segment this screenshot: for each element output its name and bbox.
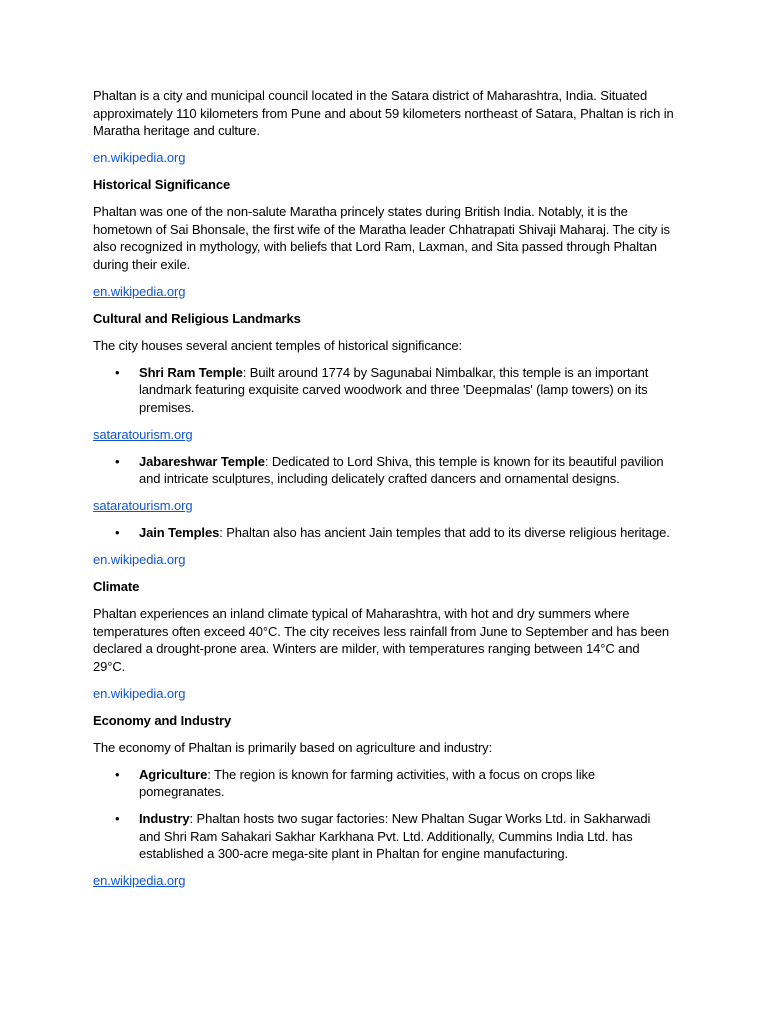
source-link-paragraph — [93, 426, 675, 444]
section-heading-history: Historical Significance — [93, 177, 231, 192]
source-link[interactable]: en.wikipedia.org — [93, 552, 186, 567]
list-item — [93, 453, 675, 488]
source-link-paragraph — [93, 497, 675, 515]
source-link-paragraph — [93, 283, 675, 301]
list-item-term: Jain Temples — [139, 525, 220, 540]
list-item-text: : Built around 1774 by Sagunabai Nimbalkar, this temple is an important landmark featuring exquisite carved woodwork and three 'Deepmalas' (lamp towers) on its premises. — [139, 364, 649, 415]
list-item — [93, 810, 675, 863]
bullet-list — [93, 766, 675, 863]
source-link-paragraph — [93, 551, 675, 569]
section-heading-landmarks: Cultural and Religious Landmarks — [93, 310, 301, 326]
bullet-list — [93, 364, 675, 417]
source-link[interactable]: en.wikipedia.org — [93, 150, 186, 165]
list-item-term: Industry — [139, 811, 190, 826]
bullet-icon: • — [115, 525, 120, 540]
source-link[interactable]: en.wikipedia.org — [93, 685, 186, 701]
economy-intro-paragraph: The economy of Phaltan is primarily based on agriculture and industry: — [93, 739, 493, 755]
bullet-icon: • — [115, 811, 120, 826]
list-item-text: : Phaltan hosts two sugar factories: New Phaltan Sugar Works Ltd. in Sakharwadi and Shri Ram Sahakari Sakhar Karkhana Pvt. Ltd. Additionally, Cummins India Ltd. has established a 300-acre mega-site plant in Phaltan for engine manufacturing. — [139, 811, 651, 861]
bullet-list — [93, 453, 675, 488]
list-item-text: : The region is known for farming activities, with a focus on crops like pomegranates. — [139, 766, 596, 799]
intro-paragraph: Phaltan is a city and municipal council located in the Satara district of Maharashtra, India. Situated approximately 110 kilometers from Pune and about 59 kilometers northeast of Satara, Phaltan is rich in Maratha heritage and culture. — [93, 88, 674, 138]
bullet-icon: • — [115, 766, 120, 782]
list-item — [93, 364, 675, 417]
history-paragraph: Phaltan was one of the non-salute Maratha princely states during British India. Notably, it is the hometown of Sai Bhonsale, the first wife of the Maratha leader Chhatrapati Shivaji Maharaj. The city is also recognized in mythology, with beliefs that Lord Ram, Laxman, and Sita passed through Phaltan during their exile. — [93, 204, 670, 272]
list-item-text: : Phaltan also has ancient Jain temples that add to its diverse religious heritage. — [219, 525, 670, 540]
source-link[interactable]: en.wikipedia.org — [93, 283, 186, 299]
source-link[interactable]: sataratourism.org — [93, 498, 193, 513]
source-link[interactable]: sataratourism.org — [93, 426, 193, 442]
list-item-term: Jabareshwar Temple — [139, 453, 265, 469]
source-link-paragraph — [93, 872, 675, 890]
list-item-term: Shri Ram Temple — [139, 364, 243, 380]
document-body — [93, 87, 675, 899]
climate-paragraph: Phaltan experiences an inland climate typical of Maharashtra, with hot and dry summers where temperatures often exceed 40°C. The city receives less rainfall from June to September and has been declared a drought-prone area. Winters are milder, with temperatures ranging between 14°C and 29°C. — [93, 606, 670, 674]
list-item — [93, 524, 675, 542]
list-item — [93, 766, 675, 801]
source-link[interactable]: en.wikipedia.org — [93, 873, 186, 888]
section-heading-climate: Climate — [93, 579, 140, 594]
bullet-icon: • — [115, 453, 120, 469]
bullet-list — [93, 524, 675, 542]
source-link-paragraph — [93, 685, 675, 703]
bullet-icon: • — [115, 364, 120, 380]
section-heading-economy: Economy and Industry — [93, 712, 232, 728]
landmarks-intro-paragraph: The city houses several ancient temples of historical significance: — [93, 337, 463, 353]
list-item-term: Agriculture — [139, 766, 208, 782]
list-item-text: : Dedicated to Lord Shiva, this temple is known for its beautiful pavilion and intricate sculptures, including delicately crafted dancers and ornamental designs. — [139, 453, 664, 486]
source-link-paragraph — [93, 149, 675, 167]
